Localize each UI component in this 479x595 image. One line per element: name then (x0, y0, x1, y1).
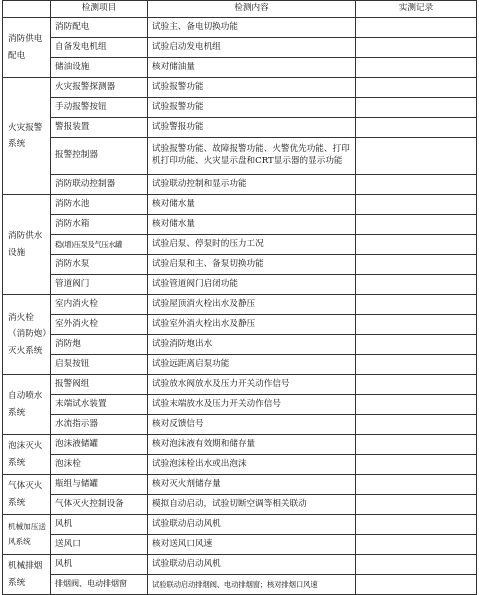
item-cell: 消防水泵 (51, 255, 148, 275)
content-cell: 试验联动控制和显示功能 (148, 175, 356, 195)
content-cell: 试验屋顶消火栓出水及静压 (148, 295, 356, 315)
record-cell[interactable] (356, 138, 477, 175)
table-row (3, 215, 477, 235)
record-cell[interactable] (356, 98, 477, 118)
content-cell: 试验报警功能、故障报警功能、火警优先功能、打印机打印功能、火灾显示盘和CRT显示器的显示功能 (148, 138, 356, 175)
item-cell: 送风口 (51, 535, 148, 555)
record-cell[interactable] (356, 435, 477, 455)
content-cell: 试验启动发电机组 (148, 38, 356, 58)
table-row (3, 335, 477, 355)
content-cell: 试验远距离启泵功能 (148, 355, 356, 375)
item-cell: 启泵按钮 (51, 355, 148, 375)
header-content: 检测内容 (148, 1, 356, 18)
content-cell: 试验警报功能 (148, 118, 356, 138)
header-category (3, 1, 51, 18)
category-cell: 消防供水设施 (3, 195, 51, 295)
table-row (3, 375, 477, 395)
table-row (3, 495, 477, 515)
item-cell: 警报装置 (51, 118, 148, 138)
table-row (3, 435, 477, 455)
table-row (3, 515, 477, 535)
table-row (3, 575, 477, 595)
item-cell: 消防联动控制器 (51, 175, 148, 195)
record-cell[interactable] (356, 275, 477, 295)
record-cell[interactable] (356, 58, 477, 78)
item-cell: 风机 (51, 555, 148, 575)
content-cell: 模拟自动启动，试验切断空调等相关联动 (148, 495, 356, 515)
record-cell[interactable] (356, 455, 477, 475)
content-cell: 试验联动启动风机 (148, 555, 356, 575)
item-cell: 手动报警按钮 (51, 98, 148, 118)
content-cell: 试验启泵、停泵时的压力工况 (148, 235, 356, 255)
record-cell[interactable] (356, 175, 477, 195)
category-cell: 泡沫灭火系统 (3, 435, 51, 475)
table-row (3, 555, 477, 575)
record-cell[interactable] (356, 555, 477, 575)
header-record: 实测记录 (356, 1, 477, 18)
record-cell[interactable] (356, 415, 477, 435)
record-cell[interactable] (356, 535, 477, 555)
item-cell: 报警阀组 (51, 375, 148, 395)
record-cell[interactable] (356, 315, 477, 335)
content-cell: 试验启泵和主、备泵切换功能 (148, 255, 356, 275)
table-row (3, 138, 477, 175)
record-cell[interactable] (356, 78, 477, 98)
content-cell: 试验放水阀放水及压力开关动作信号 (148, 375, 356, 395)
category-cell: 消火栓（消防炮）灭火系统 (3, 295, 51, 375)
content-cell: 试验报警功能 (148, 98, 356, 118)
item-cell: 消防水箱 (51, 215, 148, 235)
content-cell: 试验末端放水及压力开关动作信号 (148, 395, 356, 415)
table-row (3, 475, 477, 495)
table-row (3, 395, 477, 415)
content-cell: 试验主、备电切换功能 (148, 18, 356, 38)
table-row (3, 315, 477, 335)
item-cell: 储油设施 (51, 58, 148, 78)
table-row (3, 535, 477, 555)
content-cell: 核对灭火剂储存量 (148, 475, 356, 495)
table-row (3, 18, 477, 38)
record-cell[interactable] (356, 38, 477, 58)
content-cell: 试验报警功能 (148, 78, 356, 98)
record-cell[interactable] (356, 495, 477, 515)
record-cell[interactable] (356, 395, 477, 415)
table-row (3, 295, 477, 315)
table-row (3, 38, 477, 58)
content-cell: 核对储水量 (148, 195, 356, 215)
record-cell[interactable] (356, 18, 477, 38)
record-cell[interactable] (356, 355, 477, 375)
record-cell[interactable] (356, 515, 477, 535)
category-cell: 自动喷水系统 (3, 375, 51, 435)
table-row (3, 235, 477, 255)
category-cell: 火灾报警系统 (3, 78, 51, 195)
item-cell: 自备发电机组 (51, 38, 148, 58)
table-row (3, 118, 477, 138)
header-item: 检测项目 (51, 1, 148, 18)
content-cell: 试验泡沫栓出水或出泡沫 (148, 455, 356, 475)
item-cell: 消防水池 (51, 195, 148, 215)
item-cell: 泡沫液储罐 (51, 435, 148, 455)
table-row (3, 98, 477, 118)
item-cell: 气体灭火控制设备 (51, 495, 148, 515)
table-row (3, 78, 477, 98)
item-cell: 排烟阀、电动排烟窗 (51, 575, 148, 595)
record-cell[interactable] (356, 118, 477, 138)
item-cell: 室外消火栓 (51, 315, 148, 335)
item-cell: 稳(增)压泵及气压水罐 (51, 235, 148, 255)
item-cell: 火灾报警探测器 (51, 78, 148, 98)
table-row (3, 455, 477, 475)
item-cell: 报警控制器 (51, 138, 148, 175)
table-row (3, 415, 477, 435)
category-cell: 机械排烟系统 (3, 555, 51, 595)
inspection-table (2, 0, 477, 595)
record-cell[interactable] (356, 255, 477, 275)
record-cell[interactable] (356, 575, 477, 595)
table-row (3, 58, 477, 78)
item-cell: 瓶组与储罐 (51, 475, 148, 495)
table-row (3, 355, 477, 375)
item-cell: 管道阀门 (51, 275, 148, 295)
category-cell: 消防供电配电 (3, 18, 51, 78)
item-cell: 末端试水装置 (51, 395, 148, 415)
content-cell: 试验联动启动风机 (148, 515, 356, 535)
category-cell: 机械加压送风系统 (3, 515, 51, 555)
item-cell: 水流指示器 (51, 415, 148, 435)
content-cell: 试验管道阀门启闭功能 (148, 275, 356, 295)
content-cell: 试验消防炮出水 (148, 335, 356, 355)
item-cell: 室内消火栓 (51, 295, 148, 315)
item-cell: 消防配电 (51, 18, 148, 38)
category-cell: 气体灭火系统 (3, 475, 51, 515)
item-cell: 泡沫栓 (51, 455, 148, 475)
item-cell: 风机 (51, 515, 148, 535)
content-cell: 试验室外消火栓出水及静压 (148, 315, 356, 335)
item-cell: 消防炮 (51, 335, 148, 355)
record-cell[interactable] (356, 235, 477, 255)
content-cell: 核对泡沫液有效期和储存量 (148, 435, 356, 455)
record-cell[interactable] (356, 335, 477, 355)
record-cell[interactable] (356, 375, 477, 395)
content-cell: 试验联动启动排烟阀、电动排烟窗；核对排烟口风速 (148, 575, 356, 595)
content-cell: 核对送风口风速 (148, 535, 356, 555)
record-cell[interactable] (356, 215, 477, 235)
table-row (3, 175, 477, 195)
record-cell[interactable] (356, 195, 477, 215)
table-row (3, 275, 477, 295)
header-row (3, 1, 477, 18)
record-cell[interactable] (356, 295, 477, 315)
content-cell: 核对反馈信号 (148, 415, 356, 435)
record-cell[interactable] (356, 475, 477, 495)
table-row (3, 195, 477, 215)
table-row (3, 255, 477, 275)
content-cell: 核对储水量 (148, 215, 356, 235)
content-cell: 核对储油量 (148, 58, 356, 78)
